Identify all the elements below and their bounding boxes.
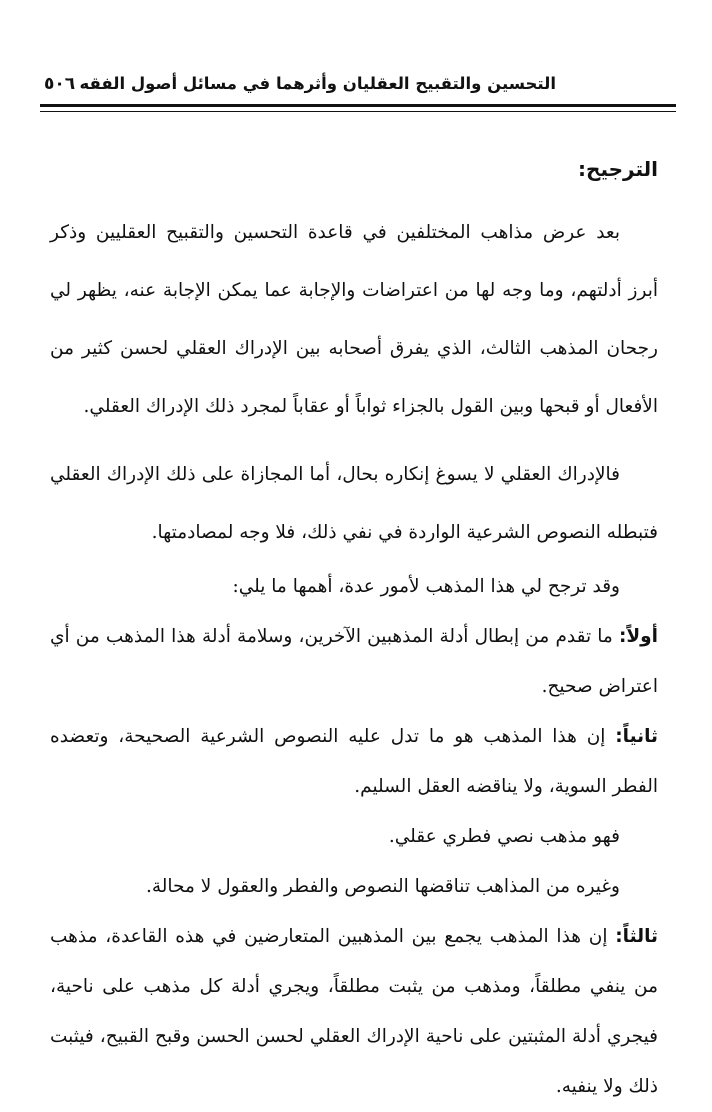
paragraph-3: وقد ترجح لي هذا المذهب لأمور عدة، أهمها ما يلي:	[232, 576, 620, 597]
paragraph-5: وغيره من المذاهب تناقضها النصوص والفطر والعقول لا محالة.	[145, 876, 620, 897]
paragraph-1: بعد عرض مذاهب المختلفين في قاعدة التحسين والتقبيح العقليين وذكر أبرز أدلتهم، وما وجه لها من اعتراضات والإجابة عما يمكن الإجابة عنه، يظهر لي رجحان المذهب الثالث، الذي يفرق أصحابه بين الإدراك العقلي لحسن كثير من الأفعال أو قبحها وبين القول بالجزاء ثواباً أو عقاباً لمجرد ذلك الإدراك العقلي.	[50, 222, 658, 417]
point-third-text: إن هذا المذهب يجمع بين المذهبين المتعارضين في هذه القاعدة، مذهب من ينفي مطلقاً، ومذهب من يثبت مطلقاً، ويجري أدلة كل مذهب على ناحية، فيجري أدلة المثبتين على ناحية الإدراك العقلي لحسن الحسن وقبح القبيح، فيثبت ذلك ولا ينفيه.	[50, 926, 658, 1097]
paragraph-2: فالإدراك العقلي لا يسوغ إنكاره بحال، أما المجازاة على ذلك الإدراك العقلي فتبطله النصوص الشرعية الواردة في نفي ذلك، فلا وجه لمصادمتها.	[50, 464, 658, 543]
point-second-label: ثانياً:	[615, 726, 658, 747]
page-number: ٥٠٦	[44, 74, 76, 94]
point-first	[50, 612, 658, 712]
point-second-text: إن هذا المذهب هو ما تدل عليه النصوص الشرعية الصحيحة، وتعضده الفطر السوية، ولا يناقضه العقل السليم.	[50, 726, 658, 797]
page-body	[50, 140, 658, 1112]
paragraph-4: فهو مذهب نصي فطري عقلي.	[388, 826, 620, 847]
point-first-text: ما تقدم من إبطال أدلة المذهبين الآخرين، وسلامة أدلة هذا المذهب من أي اعتراض صحيح.	[50, 626, 658, 697]
point-third-label: ثالثاً:	[615, 926, 658, 947]
header-title: التحسين والتقبيح العقليان وأثرهما في مسائل أصول الفقه	[79, 74, 556, 93]
running-header	[42, 74, 674, 100]
section-heading: الترجيح:	[578, 157, 658, 181]
header-rule-thick	[40, 104, 676, 107]
point-first-label: أولاً:	[618, 626, 658, 647]
point-second	[50, 712, 658, 812]
header-rule-thin	[40, 111, 676, 112]
point-third	[50, 912, 658, 1112]
